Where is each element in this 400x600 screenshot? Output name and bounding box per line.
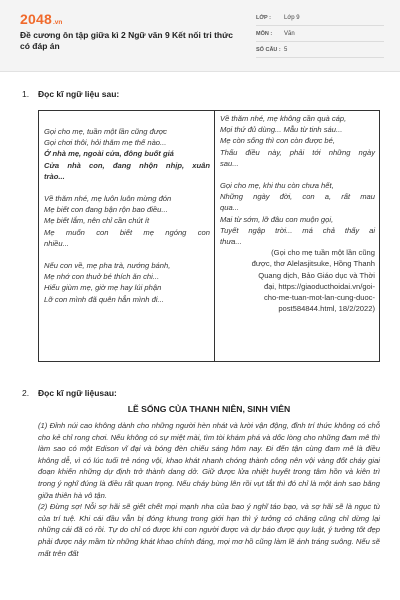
logo-domain: .vn <box>52 19 63 26</box>
poem-line: Những ngày đời, con a, rất mau <box>220 192 375 202</box>
stanza-gap <box>220 169 375 180</box>
essay-body <box>38 420 380 559</box>
meta-class-row <box>256 10 384 26</box>
document-meta <box>256 10 384 58</box>
poem-line: thưa... <box>220 237 242 247</box>
poem-line: Mẹ biết lắm, nên chỉ cần chút ít <box>44 216 150 226</box>
question-prompt: Đọc kĩ ngữ liệusau: <box>38 388 117 398</box>
document-title: Đề cương ôn tập giữa kì 2 Ngữ văn 9 Kết nối tri thức có đáp án <box>20 30 233 51</box>
poem-line: qua... <box>220 203 239 213</box>
meta-count-row <box>256 42 384 58</box>
poem-source-line: được, thơ Alelasjitsuke, Hồng Thanh <box>251 259 375 269</box>
site-logo[interactable] <box>20 11 62 27</box>
logo-text: 2048 <box>20 11 52 27</box>
poem-right-column <box>215 111 379 361</box>
meta-value: 5 <box>284 46 288 53</box>
poem-line: Gọi cho mẹ, khi thu còn chưa hết, <box>220 181 334 191</box>
poem-line: Cửa nhà con, đang nhộn nhịp, xuân <box>44 160 210 170</box>
meta-label: SỐ CÂU : <box>256 46 281 53</box>
poem-line: trào... <box>44 171 65 181</box>
question-number: 2. <box>22 388 30 398</box>
poem-line: Về thăm nhé, mẹ không cần quà cáp, <box>220 114 347 123</box>
meta-label: MÔN : <box>256 30 273 37</box>
poem-line: Mẹ biết con đang bận rộn bao điều... <box>44 205 168 215</box>
poem-line: Thấu điều này, phải tới những ngày <box>220 147 375 157</box>
question-number: 1. <box>22 89 30 99</box>
essay-paragraph: (2) Đừng sợ! Nỗi sợ hãi sẽ giết chết mọi mạnh nha của bao ý nghĩ táo bạo, và sợ hãi sẽ là ngục tù của trí tuệ. Khi cái đầu vẫn bị đóng khung trong giới hạn thì ý tưởng có chăng cũng chỉ dừng lại những cái đã có rồi. Tự do chỉ có được khi con người được và dự báo được quy luật, ý tưởng tốt đẹp phải được nảy mầm từ những khát khao chính đáng, mọi mơ hồ cũng làm lẽ ánh tráng suông. Nếu sẽ mất trên đất <box>38 502 380 558</box>
essay-title: LẼ SỐNG CỦA THANH NIÊN, SINH VIÊN <box>127 404 291 414</box>
poem-line: Về thăm nhé, mẹ luôn luôn mừng đón <box>44 194 172 204</box>
poem-source-line: (Gọi cho mẹ tuần một lần cũng <box>271 248 375 258</box>
poem-line: sau... <box>220 158 239 168</box>
poem-line: Gọi chơi thôi, hỏi thăm mẹ thế nào... <box>44 138 167 148</box>
poem-source-line: Quang dịch, Bảo Giáo dục và Thời <box>258 270 375 280</box>
poem-line: Mẹ nhớ con thuở bé thích ăn chi... <box>44 272 160 282</box>
poem-table <box>38 110 380 362</box>
meta-value: Lớp 9 <box>284 14 300 21</box>
essay-paragraph: (1) Đỉnh núi cao không dành cho những người hèn nhát và lười vận động, đỉnh trí thức không có chỗ cho kẻ chỉ rong chơi. Nếu không có sự miệt mài, tìm tòi khám phá và dốc lòng cho những đam mê thì làm sao có một Edison vĩ đại và bóng đèn chiếu sáng hôm nay. Đi đến tận cùng đam mê là điều không dễ, vì có lúc tuổi trẻ nóng vội, khao khát nhanh chóng thành công nên vội vàng đốt cháy giai đoạn khiến những dự định trở thành dang dở. Giữ được lửa nhiệt huyết trong tâm hồn và kiên trì trong ý nghĩ đúng là điều rất quan trọng. Nếu cháy bùng lên rồi vụt tắt thì đó chỉ là một ánh sao băng giữa thiên hà vô tận. <box>38 421 380 500</box>
poem-source-line: đại, https://giaoducthoidai.vn/goi- <box>263 281 375 291</box>
poem-source-line: post584844.html, 18/2/2022) <box>278 304 375 314</box>
poem-line: Mẹ còn sống thì con còn được bé, <box>220 136 335 146</box>
poem-line: Lỡ con mình đã quên hẳn mình đi... <box>44 294 164 304</box>
question-prompt: Đọc kĩ ngữ liệu sau: <box>38 89 120 99</box>
poem-line: Nếu con về, mẹ pha trà, nướng bánh, <box>44 261 171 271</box>
poem-source-line: cho-me-tuan-mot-lan-cung-duoc- <box>264 293 375 303</box>
poem-line: Hiểu giùm mẹ, giờ mẹ hay lúi phận <box>44 283 162 293</box>
poem-line: Mai từ sớm, lỡ đâu con muộn gọi, <box>220 214 334 224</box>
meta-subject-row <box>256 26 384 42</box>
poem-line: Ở nhà mẹ, ngoài cửa, đông buốt giá <box>44 149 174 159</box>
poem-line: Mẹ muốn con biết mẹ ngóng con <box>44 227 210 237</box>
meta-value: Văn <box>284 30 295 37</box>
stanza-gap <box>44 182 210 193</box>
meta-label: LỚP : <box>256 14 271 21</box>
page-header <box>0 0 400 72</box>
stanza-gap <box>44 249 210 260</box>
poem-line: Tuyết ngập trời... má chả thấy ai <box>220 225 375 235</box>
poem-left-column <box>39 111 215 361</box>
poem-line: nhiều... <box>44 238 69 248</box>
poem-line: Gọi cho mẹ, tuần một lần cũng được <box>44 127 167 136</box>
poem-line: Mọi thứ đủ dùng... Mẫu từ tinh sáu... <box>220 125 343 135</box>
